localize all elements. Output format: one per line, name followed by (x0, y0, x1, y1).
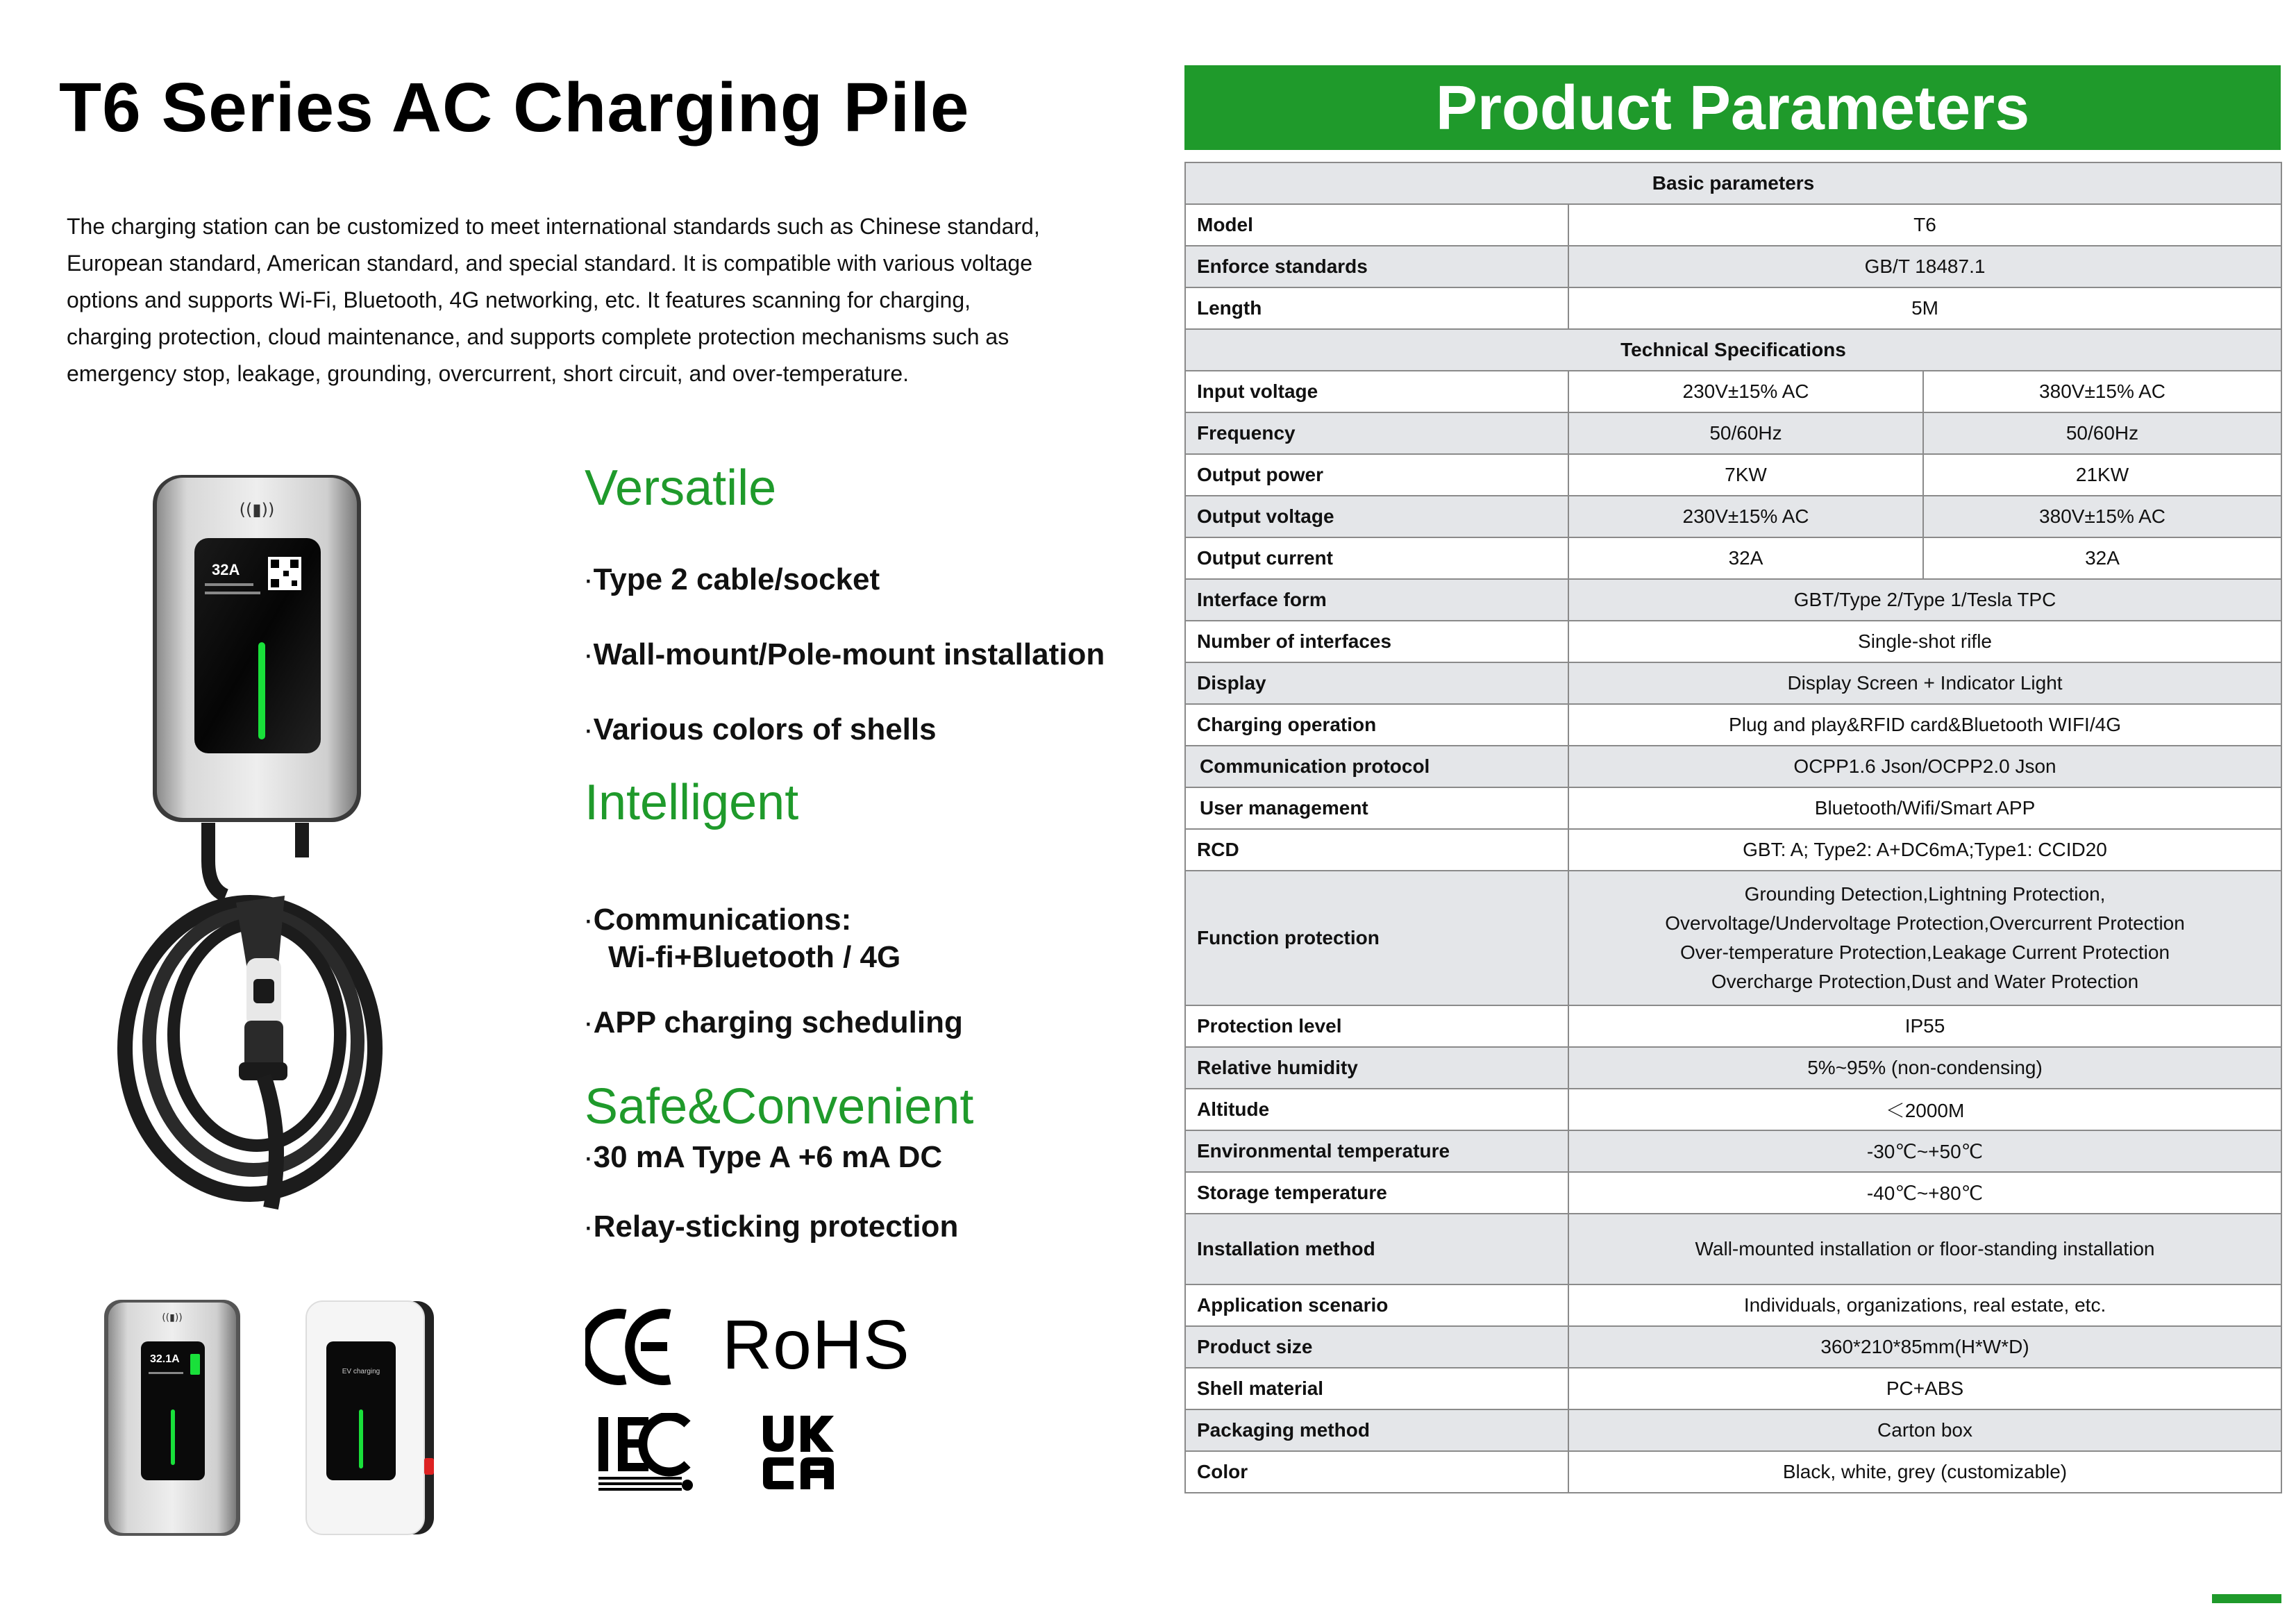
table-row: Color Black, white, grey (customizable) (1185, 1451, 2281, 1493)
function-protection-values: Grounding Detection,Lightning Protection, Overvoltage/Undervoltage Protection,Overcurrent Protection Over-temperature Protection,Leakage Current Protection Overcharge Protection,Dust and Water Protection (1568, 871, 2281, 1005)
footer-accent-bar (2212, 1594, 2281, 1603)
rohs-logo: RoHS (722, 1306, 910, 1384)
table-row: User management Bluetooth/Wifi/Smart APP (1185, 787, 2281, 829)
svg-text:((▮)): ((▮)) (162, 1312, 183, 1323)
feature-item-app-scheduling: ·APP charging scheduling (583, 1005, 963, 1039)
charger-grey-variant-image (103, 1298, 242, 1538)
charger-white-variant-image (302, 1298, 441, 1538)
white-charger-screen-status: EV charging (342, 1368, 380, 1375)
table-row: Output power 7KW 21KW (1185, 454, 2281, 496)
table-row: Relative humidity 5%~95% (non-condensing) (1185, 1047, 2281, 1089)
feature-heading-versatile: Versatile (585, 460, 777, 516)
table-row: Frequency 50/60Hz 50/60Hz (1185, 412, 2281, 454)
page-title: T6 Series AC Charging Pile (59, 69, 970, 147)
feature-item-mounting: ·Wall-mount/Pole-mount installation (583, 637, 1105, 671)
table-row: Communication protocol OCPP1.6 Json/OCPP2.0 Json (1185, 746, 2281, 787)
table-row: Enforce standards GB/T 18487.1 (1185, 246, 2281, 287)
table-row: Protection level IP55 (1185, 1005, 2281, 1047)
section-technical-specifications: Technical Specifications (1185, 329, 2281, 371)
table-row: Packaging method Carton box (1185, 1409, 2281, 1451)
product-parameters-table (1184, 162, 2282, 1493)
table-row: Number of interfaces Single-shot rifle (1185, 621, 2281, 662)
table-row: Altitude ＜2000M (1185, 1089, 2281, 1130)
feature-item-colors: ·Various colors of shells (583, 712, 937, 746)
charger-main-image (104, 472, 430, 1215)
section-basic-parameters: Basic parameters (1185, 162, 2281, 204)
ce-logo (585, 1309, 676, 1385)
table-row: Length 5M (1185, 287, 2281, 329)
table-row: Application scenario Individuals, organizations, real estate, etc. (1185, 1284, 2281, 1326)
table-row: Input voltage 230V±15% AC 380V±15% AC (1185, 371, 2281, 412)
table-row: Output voltage 230V±15% AC 380V±15% AC (1185, 496, 2281, 537)
table-row: Function protection Grounding Detection,Lightning Protection, Overvoltage/Undervoltage Protection,Overcurrent Protection Over-temperature Protection,Leakage Current Protection Overcharge Protection,Dust and Water Protection (1185, 871, 2281, 1005)
table-row: RCD GBT: A; Type2: A+DC6mA;Type1: CCID20 (1185, 829, 2281, 871)
iec-logo (596, 1413, 696, 1493)
product-description: The charging station can be customized to meet international standards such as Chinese standard, European standard, American standard, and special standard. It is compatible with various voltage options and supports Wi-Fi, Bluetooth, 4G networking, etc. It features scanning for charging, charging protection, cloud maintenance, and supports complete protection mechanisms such as emergency stop, leakage, grounding, overcurrent, short circuit, and over-temperature. (67, 214, 1040, 386)
table-row: Shell material PC+ABS (1185, 1368, 2281, 1409)
table-row: Charging operation Plug and play&RFID card&Bluetooth WIFI/4G (1185, 704, 2281, 746)
feature-item-relay: ·Relay-sticking protection (583, 1209, 959, 1244)
table-row: Output current 32A 32A (1185, 537, 2281, 579)
product-parameters-header: Product Parameters (1184, 65, 2281, 150)
ukca-logo (760, 1413, 838, 1493)
table-row: Environmental temperature -30℃~+50℃ (1185, 1130, 2281, 1172)
table-row: Model T6 (1185, 204, 2281, 246)
feature-item-type2: ·Type 2 cable/socket (583, 562, 880, 596)
svg-text:((▮)): ((▮)) (239, 500, 275, 519)
table-row: Product size 360*210*85mm(H*W*D) (1185, 1326, 2281, 1368)
feature-item-rcd: ·30 mA Type A +6 mA DC (583, 1140, 943, 1174)
feature-heading-safe: Safe&Convenient (585, 1079, 974, 1135)
charger-screen-current: 32A (212, 561, 240, 578)
table-row: Display Display Screen + Indicator Light (1185, 662, 2281, 704)
small-charger-screen-current: 32.1A (150, 1353, 180, 1365)
feature-item-communications: ·Communications: Wi-fi+Bluetooth / 4G (583, 903, 901, 974)
table-row: Installation method Wall-mounted installation or floor-standing installation (1185, 1214, 2281, 1284)
table-row: Interface form GBT/Type 2/Type 1/Tesla TPC (1185, 579, 2281, 621)
table-row: Storage temperature -40℃~+80℃ (1185, 1172, 2281, 1214)
feature-heading-intelligent: Intelligent (585, 775, 799, 830)
